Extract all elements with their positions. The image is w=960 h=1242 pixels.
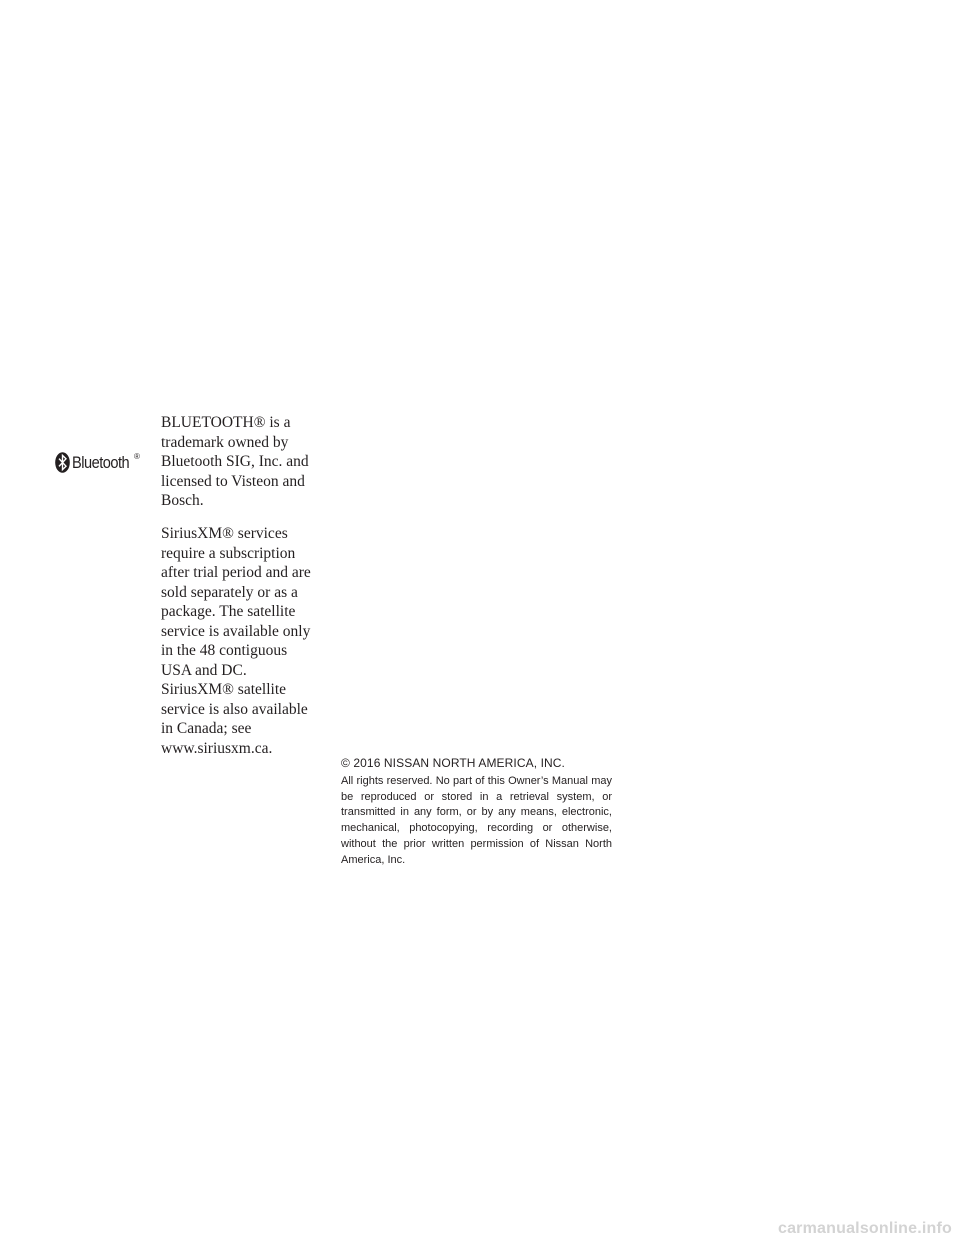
copyright-block (341, 755, 612, 868)
bluetooth-wordmark: Bluetooth (72, 452, 130, 472)
siriusxm-service-notice: SiriusXM® services require a subscription after trial period and are sold separately or as a package. The satellite service is available only in the 48 contiguous USA and DC. SiriusXM® satellite service is also available in Canada; see www.siriusxm.ca. (161, 525, 311, 757)
watermark: carmanualsonline.info (777, 1220, 952, 1237)
bluetooth-logo (55, 450, 138, 474)
registered-mark: ® (134, 452, 140, 461)
copyright-body: All rights reserved. No part of this Owner’s Manual may be reproduced or stored in a retrieval system, or transmitted in any form, or by any means, electronic, mechanical, photocopying, recording or otherwise, without the prior written permission of Nissan North America, Inc. (341, 775, 612, 866)
copyright-heading: © 2016 NISSAN NORTH AMERICA, INC. (341, 756, 565, 770)
bluetooth-trademark-notice: BLUETOOTH® is a trademark owned by Bluetooth SIG, Inc. and licensed to Visteon and Bosch. (161, 414, 309, 509)
bluetooth-icon (55, 452, 70, 473)
